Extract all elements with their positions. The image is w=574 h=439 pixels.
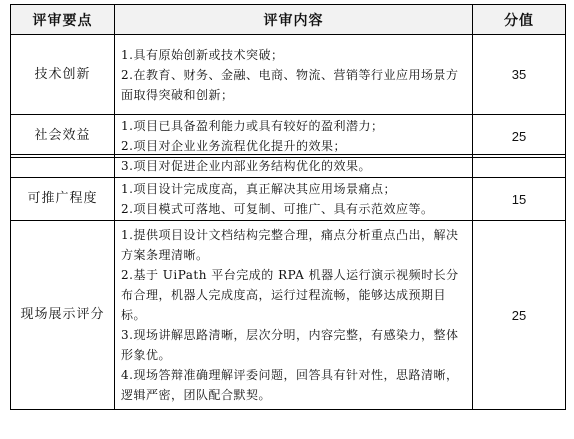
content-item: 3.项目对促进企业内部业务结构优化的效果。	[121, 159, 371, 173]
header-criteria: 评审要点	[11, 5, 115, 35]
row-content	[115, 178, 473, 221]
row-label: 现场展示评分	[11, 221, 115, 410]
row-label: 可推广程度	[11, 178, 115, 221]
content-item: 2.项目模式可落地、可复制、可推广、具有示范效应等。	[121, 202, 434, 216]
row-content	[115, 155, 473, 178]
empty-cell	[11, 155, 115, 178]
empty-cell	[473, 155, 566, 178]
content-item: 2.项目对企业业务流程优化提升的效果；	[121, 139, 346, 153]
row-score: 15	[473, 178, 566, 221]
content-item: 1.项目设计完成度高，真正解决其应用场景痛点；	[121, 182, 396, 196]
content-item: 1.具有原始创新或技术突破；	[121, 47, 284, 62]
table-row-continued	[11, 155, 566, 178]
content-item: 4.现场答辩准确理解评委问题，回答具有针对性，思路清晰，逻辑严密，团队配合默契。	[121, 368, 459, 402]
criteria-table-top	[10, 4, 566, 158]
table-row	[11, 35, 566, 115]
table-row	[11, 178, 566, 221]
row-score: 25	[473, 115, 566, 158]
row-content	[115, 221, 473, 410]
content-item: 2.在教育、财务、金融、电商、物流、营销等行业应用场景方面取得突破和创新；	[121, 67, 459, 102]
row-content	[115, 35, 473, 115]
row-score: 25	[473, 221, 566, 410]
content-item: 2.基于 UiPath 平台完成的 RPA 机器人运行演示视频时长分布合理，机器人完成度高，运行过程流畅，能够达成预期目标。	[121, 268, 459, 322]
content-item: 1.提供项目设计文档结构完整合理，痛点分析重点凸出，解决方案条理清晰。	[121, 228, 459, 262]
header-row	[11, 5, 566, 35]
table-row	[11, 221, 566, 410]
table-row	[11, 115, 566, 158]
content-item: 3.现场讲解思路清晰，层次分明，内容完整，有感染力，整体形象优。	[121, 328, 459, 362]
row-label: 社会效益	[11, 115, 115, 158]
header-score: 分值	[473, 5, 566, 35]
header-content: 评审内容	[115, 5, 473, 35]
row-content	[115, 115, 473, 158]
content-item: 1.项目已具备盈利能力或具有较好的盈利潜力；	[121, 119, 384, 133]
row-label: 技术创新	[11, 35, 115, 115]
row-score: 35	[473, 35, 566, 115]
criteria-table-bottom	[10, 154, 566, 410]
